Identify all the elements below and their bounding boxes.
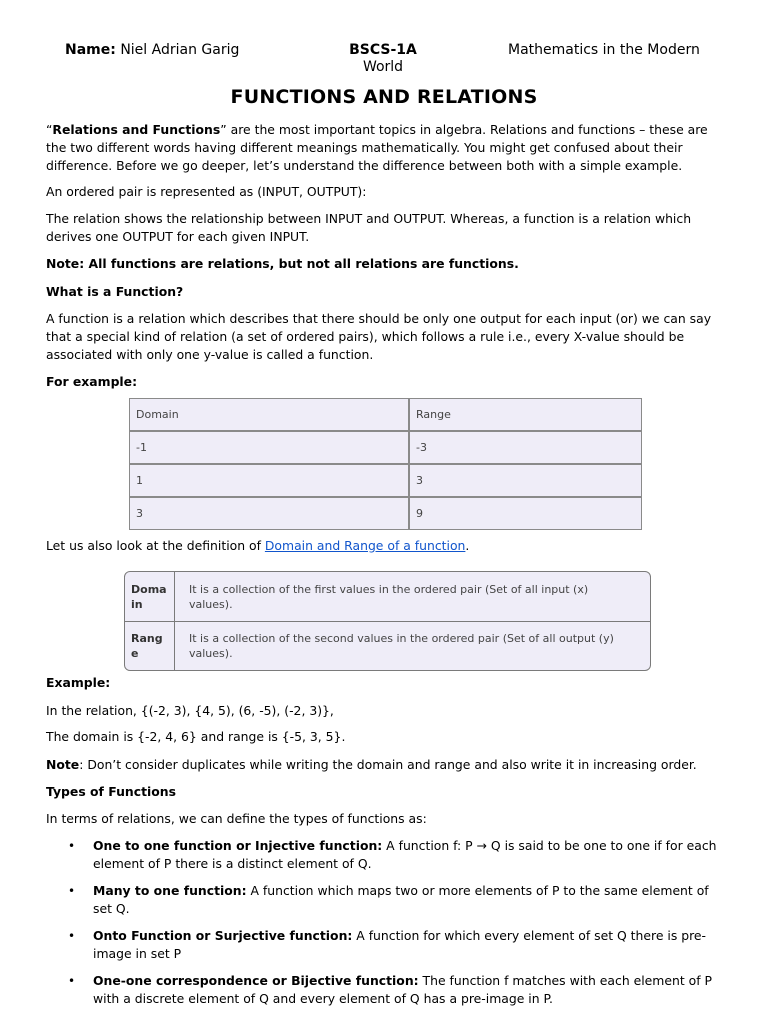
page-title: FUNCTIONS AND RELATIONS — [230, 86, 538, 108]
intro-text: ” are the most important topics in algebra. Relations and functions – these are the two different words having different meanings mathematically. You might get confused about their difference. Before we go deeper, let’s understand the difference between both with a simple example. — [46, 122, 708, 173]
table-cell: 1 — [129, 464, 409, 497]
what-is-function-text: A function is a relation which describes that there should be only one output for each input (or) we can say that a special kind of relation (a set of ordered pairs), which follows a rule i.e., every X-value should be associated with only one y-value is called a function. — [46, 311, 712, 362]
example-relation: In the relation, {(-2, 3), {4, 5), (6, -5), (-2, 3)}, — [46, 703, 334, 718]
bullet-icon: • — [68, 839, 76, 853]
relation-text: The relation shows the relationship between INPUT and OUTPUT. Whereas, a function is a relation which derives one OUTPUT for each given INPUT. — [46, 211, 692, 244]
ordered-pair-text: An ordered pair is represented as (INPUT, OUTPUT): — [46, 184, 367, 199]
domain-range-prefix: Let us also look at the definition of — [46, 538, 265, 553]
intro-quote: “ — [46, 122, 53, 137]
type-description: A function for which every element of set Q there is pre-image in set P — [93, 928, 707, 961]
course-code: BSCS-1A — [349, 42, 417, 58]
what-is-function-heading: What is a Function? — [46, 284, 184, 299]
table-cell: 3 — [129, 497, 409, 530]
subject-line2: World — [362, 59, 404, 75]
definition-row-range — [125, 622, 650, 670]
student-name — [65, 42, 239, 59]
definition-table — [124, 571, 651, 671]
definition-key: Range — [125, 622, 175, 670]
intro-bold: Relations and Functions — [52, 122, 221, 137]
list-item — [46, 972, 726, 1008]
type-name: Onto Function or Surjective function: — [93, 928, 353, 943]
definition-value: It is a collection of the second values in the ordered pair (Set of all output (y) values). — [189, 632, 614, 660]
example-domain-range: The domain is {-2, 4, 6} and range is {-5, 3, 5}. — [46, 729, 346, 744]
table-cell: 9 — [409, 497, 642, 530]
subject-line1: Mathematics in the Modern — [508, 42, 700, 58]
definition-value: It is a collection of the first values in the ordered pair (Set of all input (x) values). — [189, 582, 589, 611]
domain-range-intro — [46, 537, 726, 555]
example-heading: Example: — [46, 675, 111, 690]
for-example-label: For example: — [46, 374, 138, 389]
name-value: Niel Adrian Garig — [120, 42, 240, 58]
table-cell: 3 — [409, 464, 642, 497]
type-description: A function f: P → Q is said to be one to one if for each element of P there is a distinct element of Q. — [93, 838, 717, 871]
list-item — [46, 927, 726, 963]
domain-range-link[interactable]: Domain and Range of a function — [264, 538, 466, 553]
type-name: One to one function or Injective function: — [93, 838, 383, 853]
table-cell: -1 — [129, 431, 409, 464]
table-cell: -3 — [409, 431, 642, 464]
definition-row-domain — [125, 572, 650, 622]
type-description: The function f matches with each element of P with a discrete element of Q and every element of Q has a pre-image in P. — [93, 973, 713, 1006]
name-label: Name: — [65, 42, 116, 58]
table-header-domain: Domain — [129, 398, 409, 431]
types-intro: In terms of relations, we can define the types of functions as: — [46, 811, 427, 826]
definition-key: Domain — [125, 572, 175, 621]
bullet-icon: • — [68, 929, 76, 943]
list-item — [46, 837, 726, 873]
bullet-icon: • — [68, 974, 76, 988]
bullet-icon: • — [68, 884, 76, 898]
type-name: One-one correspondence or Bijective function: — [93, 973, 419, 988]
domain-range-table — [129, 398, 642, 530]
note-all-functions: Note: All functions are relations, but not all relations are functions. — [46, 256, 519, 271]
table-row — [129, 464, 642, 497]
table-header-range: Range — [409, 398, 642, 431]
note-duplicates — [46, 756, 726, 774]
table-row — [129, 431, 642, 464]
type-name: Many to one function: — [93, 883, 247, 898]
note-label: Note — [46, 757, 80, 772]
types-list — [46, 837, 726, 1017]
type-description: A function which maps two or more elements of P to the same element of set Q. — [93, 883, 709, 916]
course-block — [343, 42, 423, 76]
intro-paragraph — [46, 121, 726, 175]
table-header-row — [129, 398, 642, 431]
domain-range-suffix: . — [465, 538, 470, 553]
list-item — [46, 882, 726, 918]
note-text: : Don’t consider duplicates while writing the domain and range and also write it in increasing order. — [79, 757, 697, 772]
table-row — [129, 497, 642, 530]
types-heading: Types of Functions — [46, 784, 176, 799]
